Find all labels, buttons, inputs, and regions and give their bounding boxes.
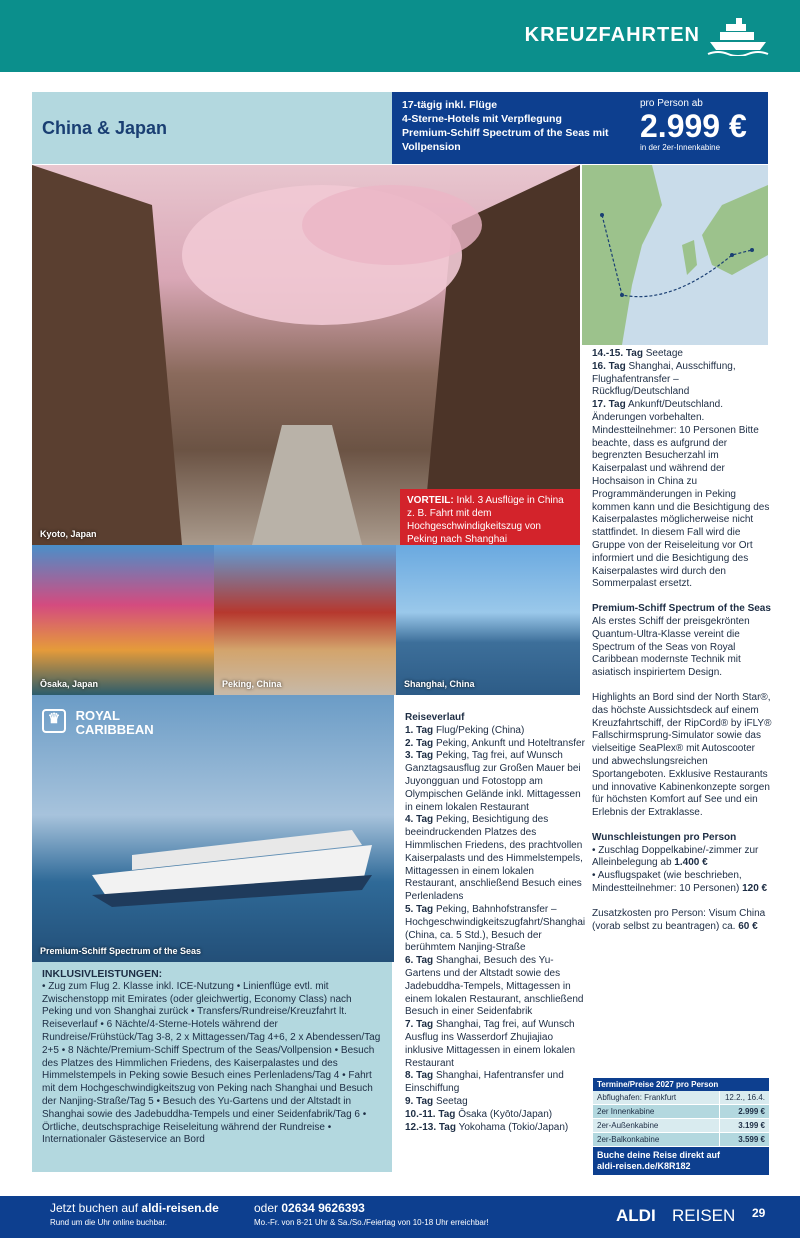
itinerary-day: 1. Tag Flug/Peking (China): [405, 724, 525, 736]
table-row: 2er Innenkabine 2.999 €: [593, 1105, 769, 1119]
route-map-graphic: [582, 165, 768, 345]
itinerary-day: 14.-15. Tag Seetage: [592, 348, 683, 359]
ship-info: [592, 603, 772, 680]
footer: [0, 1196, 800, 1238]
itinerary-day: 10.-11. Tag Ōsaka (Kyōto/Japan): [405, 1108, 553, 1120]
brand-logo-suffix: REISEN: [672, 1206, 736, 1225]
price-box: [632, 92, 768, 164]
extra-costs: Zusatzkosten pro Person: Visum China (vorab selbst zu beantragen) ca. 60 €: [592, 907, 766, 932]
price-table: [593, 1078, 769, 1175]
highlight-item: 4-Sterne-Hotels mit Verpflegung: [402, 113, 562, 125]
book-online: Jetzt buchen auf aldi-reisen.de: [50, 1201, 219, 1215]
phone-link[interactable]: 02634 9626393: [281, 1201, 365, 1215]
photo-caption: Peking, China: [222, 679, 282, 689]
itinerary-day: 6. Tag Shanghai, Besuch des Yu-Gartens und der Altstadt sowie des Jadebuddha-Tempels, Mittagessen in einem lokalen Restaurant, anschließend Besuch in einer Seidenfabrik: [405, 955, 584, 1018]
route-map: [582, 165, 768, 345]
itinerary-day: 5. Tag Peking, Bahnhofstransfer – Hochgeschwindigkeitszugfahrt/Shanghai (China, ca. 5 Std.), Besuch der berühmtem Nanjing-Straße: [405, 903, 586, 954]
right-column: [592, 348, 772, 945]
ship-highlights: Highlights an Bord sind der North Star®, das höchste Aussichtsdeck auf einem Kreuzfahrtschiff, der RipCord® by iFLY® Fallschirmsprung-Simulator sowie das vielseitige SeaPlex® mit Autoscooter und abwechslungsreichen Sportangeboten. Exklusive Restaurants und innovative Kabinenkonzepte sorgen für höchsten Komfort auf See und ein Erlebnis der Extraklasse.: [592, 691, 772, 819]
destination-header: [32, 92, 392, 164]
highlight-item: 17-tägig inkl. Flüge: [402, 99, 498, 111]
itinerary: [405, 712, 585, 1134]
brand-logo: ALDI: [616, 1206, 656, 1225]
ship-heading: Premium-Schiff Spectrum of the Seas: [592, 603, 771, 615]
inclusions-box: [32, 962, 392, 1172]
destination-title: China & Japan: [42, 118, 168, 138]
table-row: 2er-Außenkabine 3.199 €: [593, 1119, 769, 1133]
advantage-box: [400, 489, 580, 545]
itinerary-notes: Änderungen vorbehalten. Mindestteilnehmer: 10 Personen Bitte beachte, dass es aufgrund der begrenzten Besucherzahl im Kaiserpalast und während der Hochsaison in China zu Programmänderungen in Peking kommen kann und die Besichtigung des Kaiserpalastes möglicherweise nicht stattfindet. In diesem Fall wird die Gruppe von der Reiseleitung vor Ort informiert und die Besichtigung des Kaiserpalastes wird durch den Sommerpalast ersetzt.: [592, 411, 770, 590]
itinerary-heading: Reiseverlauf: [405, 712, 465, 723]
itinerary-day: 8. Tag Shanghai, Hafentransfer und Einschiffung: [405, 1070, 564, 1095]
top-bar: [0, 0, 800, 72]
section-title: KREUZFAHRTEN: [524, 24, 700, 46]
kyoto-illustration: [32, 165, 580, 545]
page-number: 29: [752, 1206, 766, 1220]
itinerary-continued: [592, 348, 772, 591]
photo-caption: Ōsaka, Japan: [40, 679, 99, 689]
crown-icon: ♛: [42, 709, 66, 733]
table-title: Termine/Preise 2027 pro Person: [593, 1078, 769, 1091]
ship-text: Als erstes Schiff der preisgekrönten Quantum-Ultra-Klasse vereint die Spectrum of the Seas von Royal Caribbean modernste Technik mit asiatisch inspiriertem Design.: [592, 615, 750, 679]
itinerary-day: 2. Tag Peking, Ankunft und Hoteltransfer: [405, 737, 585, 749]
photo-ship: [32, 695, 394, 962]
itinerary-day: 17. Tag Ankunft/Deutschland.: [592, 399, 724, 411]
advantage-text: Inkl. 3 Ausflüge in China z. B. Fahrt mit dem Hochgeschwindigkeitszug von Peking nach Shanghai: [407, 495, 564, 545]
trip-highlights: [392, 92, 632, 164]
itinerary-day: 3. Tag Peking, Tag frei, auf Wunsch Ganztagsausflug zur Großen Mauer bei Juyongguan und Fotostopp am Olympischen Gelände inkl. Mittagessen in einem lokalen Restaurant: [405, 750, 581, 813]
photo-peking: [214, 545, 396, 695]
table-row: Abflughafen: Frankfurt 12.2., 16.4.: [593, 1091, 769, 1105]
photo-caption: Shanghai, China: [404, 679, 475, 689]
wish-services: Wunschleistungen pro Person • Zuschlag Doppelkabine/-zimmer zur Alleinbelegung ab 1.400 € • Ausflugspaket (wie beschrieben, Mindestteilnehmer: 10 Personen) 120 €: [592, 831, 768, 895]
cabin-note: in der 2er-Innenkabine: [640, 143, 721, 152]
itinerary-day: 7. Tag Shanghai, Tag frei, auf Wunsch Ausflug ins Wasserdorf Zhujiajiao inklusive Mittagessen in einem lokalen Restaurant: [405, 1019, 576, 1069]
itinerary-day: 9. Tag Seetag: [405, 1095, 468, 1107]
phone-booking: oder 02634 9626393: [254, 1201, 365, 1215]
inclusions-text: • Zug zum Flug 2. Klasse inkl. ICE-Nutzung • Linienflüge evtl. mit Zwischenstopp mit Emirates (oder gleichwertig, Economy Class) nach Peking und von Shanghai zurück • Transfers/Rundreise/Kreuzfahrt lt. Reiseverlauf • 6 Nächte/4-Sterne-Hotels während der Rundreise/Frühstück/Tag 3-8, 2 x Mittagessen/Tag 4+6, 2 x Abendessen/Tag 2+5 • 8 Nächte/Premium-Schiff Spectrum of the Seas/Vollpension • Besuch des Platzes des Himmlichen Friedens, des Kaiserpalastes und des Himmelstempels in Peking sowie Besuch eines Perlenladens/Tag 4 • Fahrt mit dem Hochgeschwindigkeitszug von Peking nach Shanghai und Besuch der Nanjing-Straße/Tag 5 • Besuch des Yu-Gartens und der Altstadt in Shanghai sowie des Jadebuddha-Tempels und einer Seidenfabrik/Tag 6 • Örtliche, deutschsprachige Reiseleitung während der Rundreise • Internationaler Gästeservice an Bord: [42, 980, 381, 1146]
itinerary-day: 4. Tag Peking, Besichtigung des beeindruckenden Platzes des Himmlischen Friedens, des prachtvollen Kaiserpalasts und des Himmelstempels, Mittagessen in einem lokalen Restaurant, anschließend Besuch eines Perlenladens: [405, 814, 583, 903]
logo-line: ROYAL: [75, 708, 120, 723]
advantage-label: VORTEIL:: [407, 495, 454, 506]
photo-caption: Kyoto, Japan: [40, 529, 97, 539]
royal-caribbean-logo: [42, 709, 154, 737]
logo-line: CARIBBEAN: [75, 722, 154, 737]
inclusions-heading: INKLUSIVLEISTUNGEN:: [42, 968, 163, 980]
book-url-link[interactable]: aldi-reisen.de: [141, 1201, 219, 1215]
table-row: 2er-Balkonkabine 3.599 €: [593, 1133, 769, 1147]
photo-caption: Premium-Schiff Spectrum of the Seas: [40, 946, 202, 956]
itinerary-day: 16. Tag Shanghai, Ausschiffung, Flughafentransfer – Rückflug/Deutschland: [592, 360, 736, 398]
booking-link[interactable]: Buche deine Reise direkt auf aldi-reisen.de/K8R182: [593, 1147, 769, 1175]
cruise-ship-icon: [706, 16, 770, 56]
phone-hours: Mo.-Fr. von 8-21 Uhr & Sa./So./Feiertag von 10-18 Uhr erreichbar!: [254, 1218, 489, 1227]
photo-kyoto: [32, 165, 580, 545]
wish-heading: Wunschleistungen pro Person: [592, 831, 737, 843]
book-sub: Rund um die Uhr online buchbar.: [50, 1218, 167, 1227]
price-value: 2.999 €: [640, 108, 747, 144]
price-label: pro Person ab: [640, 98, 703, 109]
itinerary-day: 12.-13. Tag Yokohama (Tokio/Japan): [405, 1121, 569, 1133]
highlight-item: Premium-Schiff Spectrum of the Seas mit Vollpension: [402, 127, 609, 153]
photo-osaka: [32, 545, 214, 695]
photo-shanghai: [396, 545, 580, 695]
